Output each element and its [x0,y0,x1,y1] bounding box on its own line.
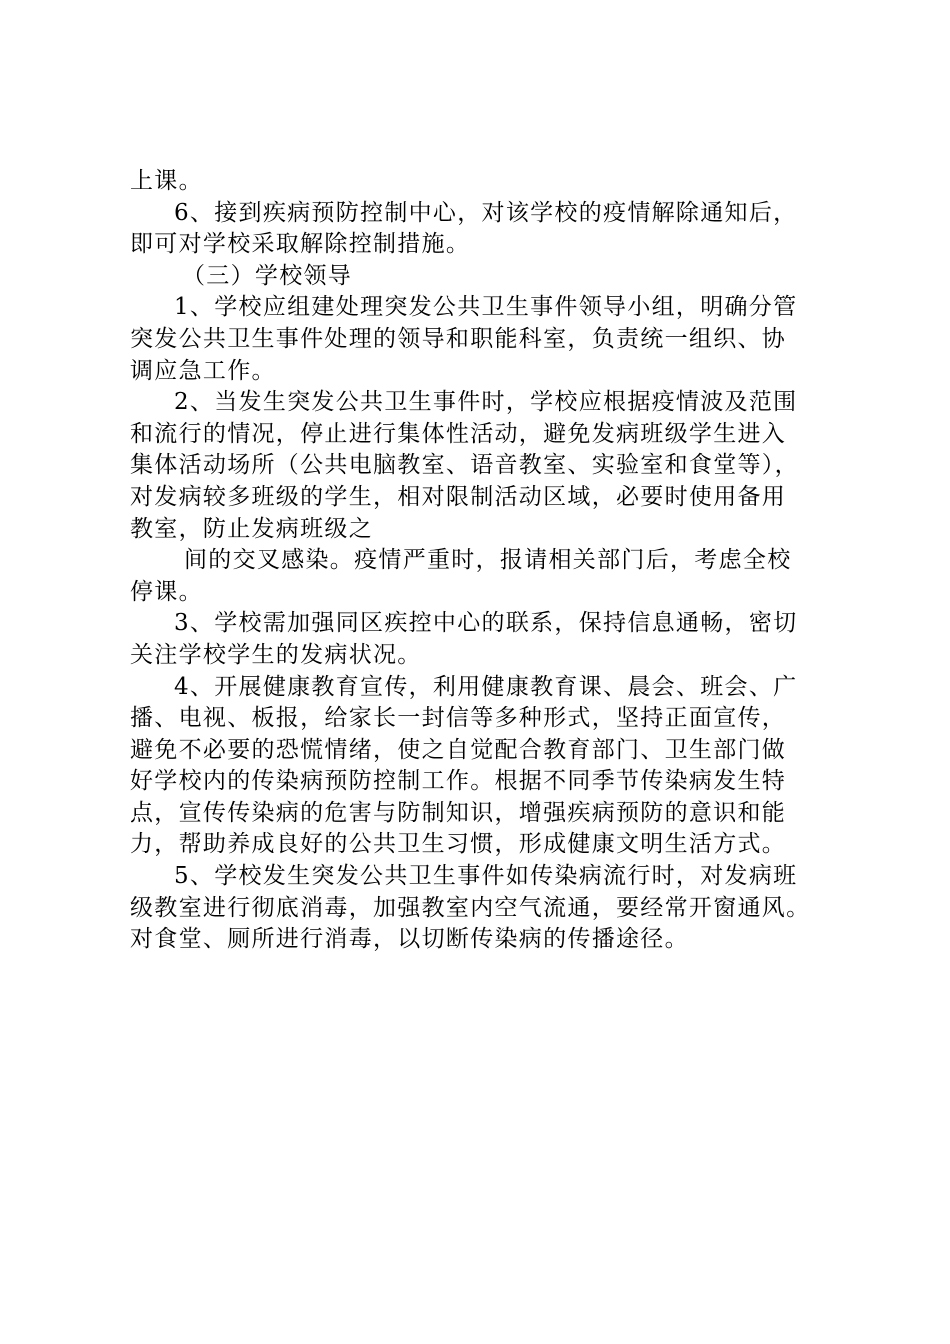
text-line-indented: 间的交叉感染。疫情严重时，报请相关部门后，考虑全校 [184,547,792,574]
text-line: 上课。 [130,168,203,194]
text-line: 即可对学校采取解除控制措施。 [130,231,471,258]
text-line: 对食堂、厕所进行消毒，以切断传染病的传播途径。 [130,926,689,953]
text-line: 好学校内的传染病预防控制工作。根据不同季节传染病发生特 [130,768,787,795]
text-line: 点，宣传传染病的危害与防制知识，增强疾病预防的意识和能 [130,799,787,826]
text-line: 和流行的情况，停止进行集体性活动，避免发病班级学生进入 [130,420,787,447]
text-line: 对发病较多班级的学生，相对限制活动区域，必要时使用备用 [130,483,787,510]
text-line: 级教室进行彻底消毒，加强教室内空气流通，要经常开窗通风。 [130,894,811,921]
text-line: 调应急工作。 [130,357,276,384]
paragraph-5-start: 5、学校发生突发公共卫生事件如传染病流行时，对发病班 [174,863,798,890]
paragraph-2-start: 2、当发生突发公共卫生事件时，学校应根据疫情波及范围 [174,389,798,416]
text-line: 停课。 [130,578,203,605]
paragraph-6-start: 6、接到疾病预防控制中心，对该学校的疫情解除通知后， [174,199,798,226]
text-line: 关注学校学生的发病状况。 [130,641,422,668]
document-body [130,166,850,956]
text-line: 集体活动场所（公共电脑教室、语音教室、实验室和食堂等）， [130,452,799,479]
text-line: 避免不必要的恐慌情绪，使之自觉配合教育部门、卫生部门做 [130,736,787,763]
text-line: 突发公共卫生事件处理的领导和职能科室，负责统一组织、协 [130,325,787,352]
paragraph-1-start: 1、学校应组建处理突发公共卫生事件领导小组，明确分管 [174,294,798,321]
section-heading: （三）学校领导 [182,262,353,289]
paragraph-4-start: 4、开展健康教育宣传，利用健康教育课、晨会、班会、广 [174,673,798,700]
text-line: 播、电视、板报，给家长一封信等多种形式，坚持正面宣传， [130,705,787,732]
text-line: 教室，防止发病班级之 [130,515,373,542]
text-line: 力，帮助养成良好的公共卫生习惯，形成健康文明生活方式。 [130,831,787,858]
paragraph-3-start: 3、学校需加强同区疾控中心的联系，保持信息通畅，密切 [174,610,798,637]
